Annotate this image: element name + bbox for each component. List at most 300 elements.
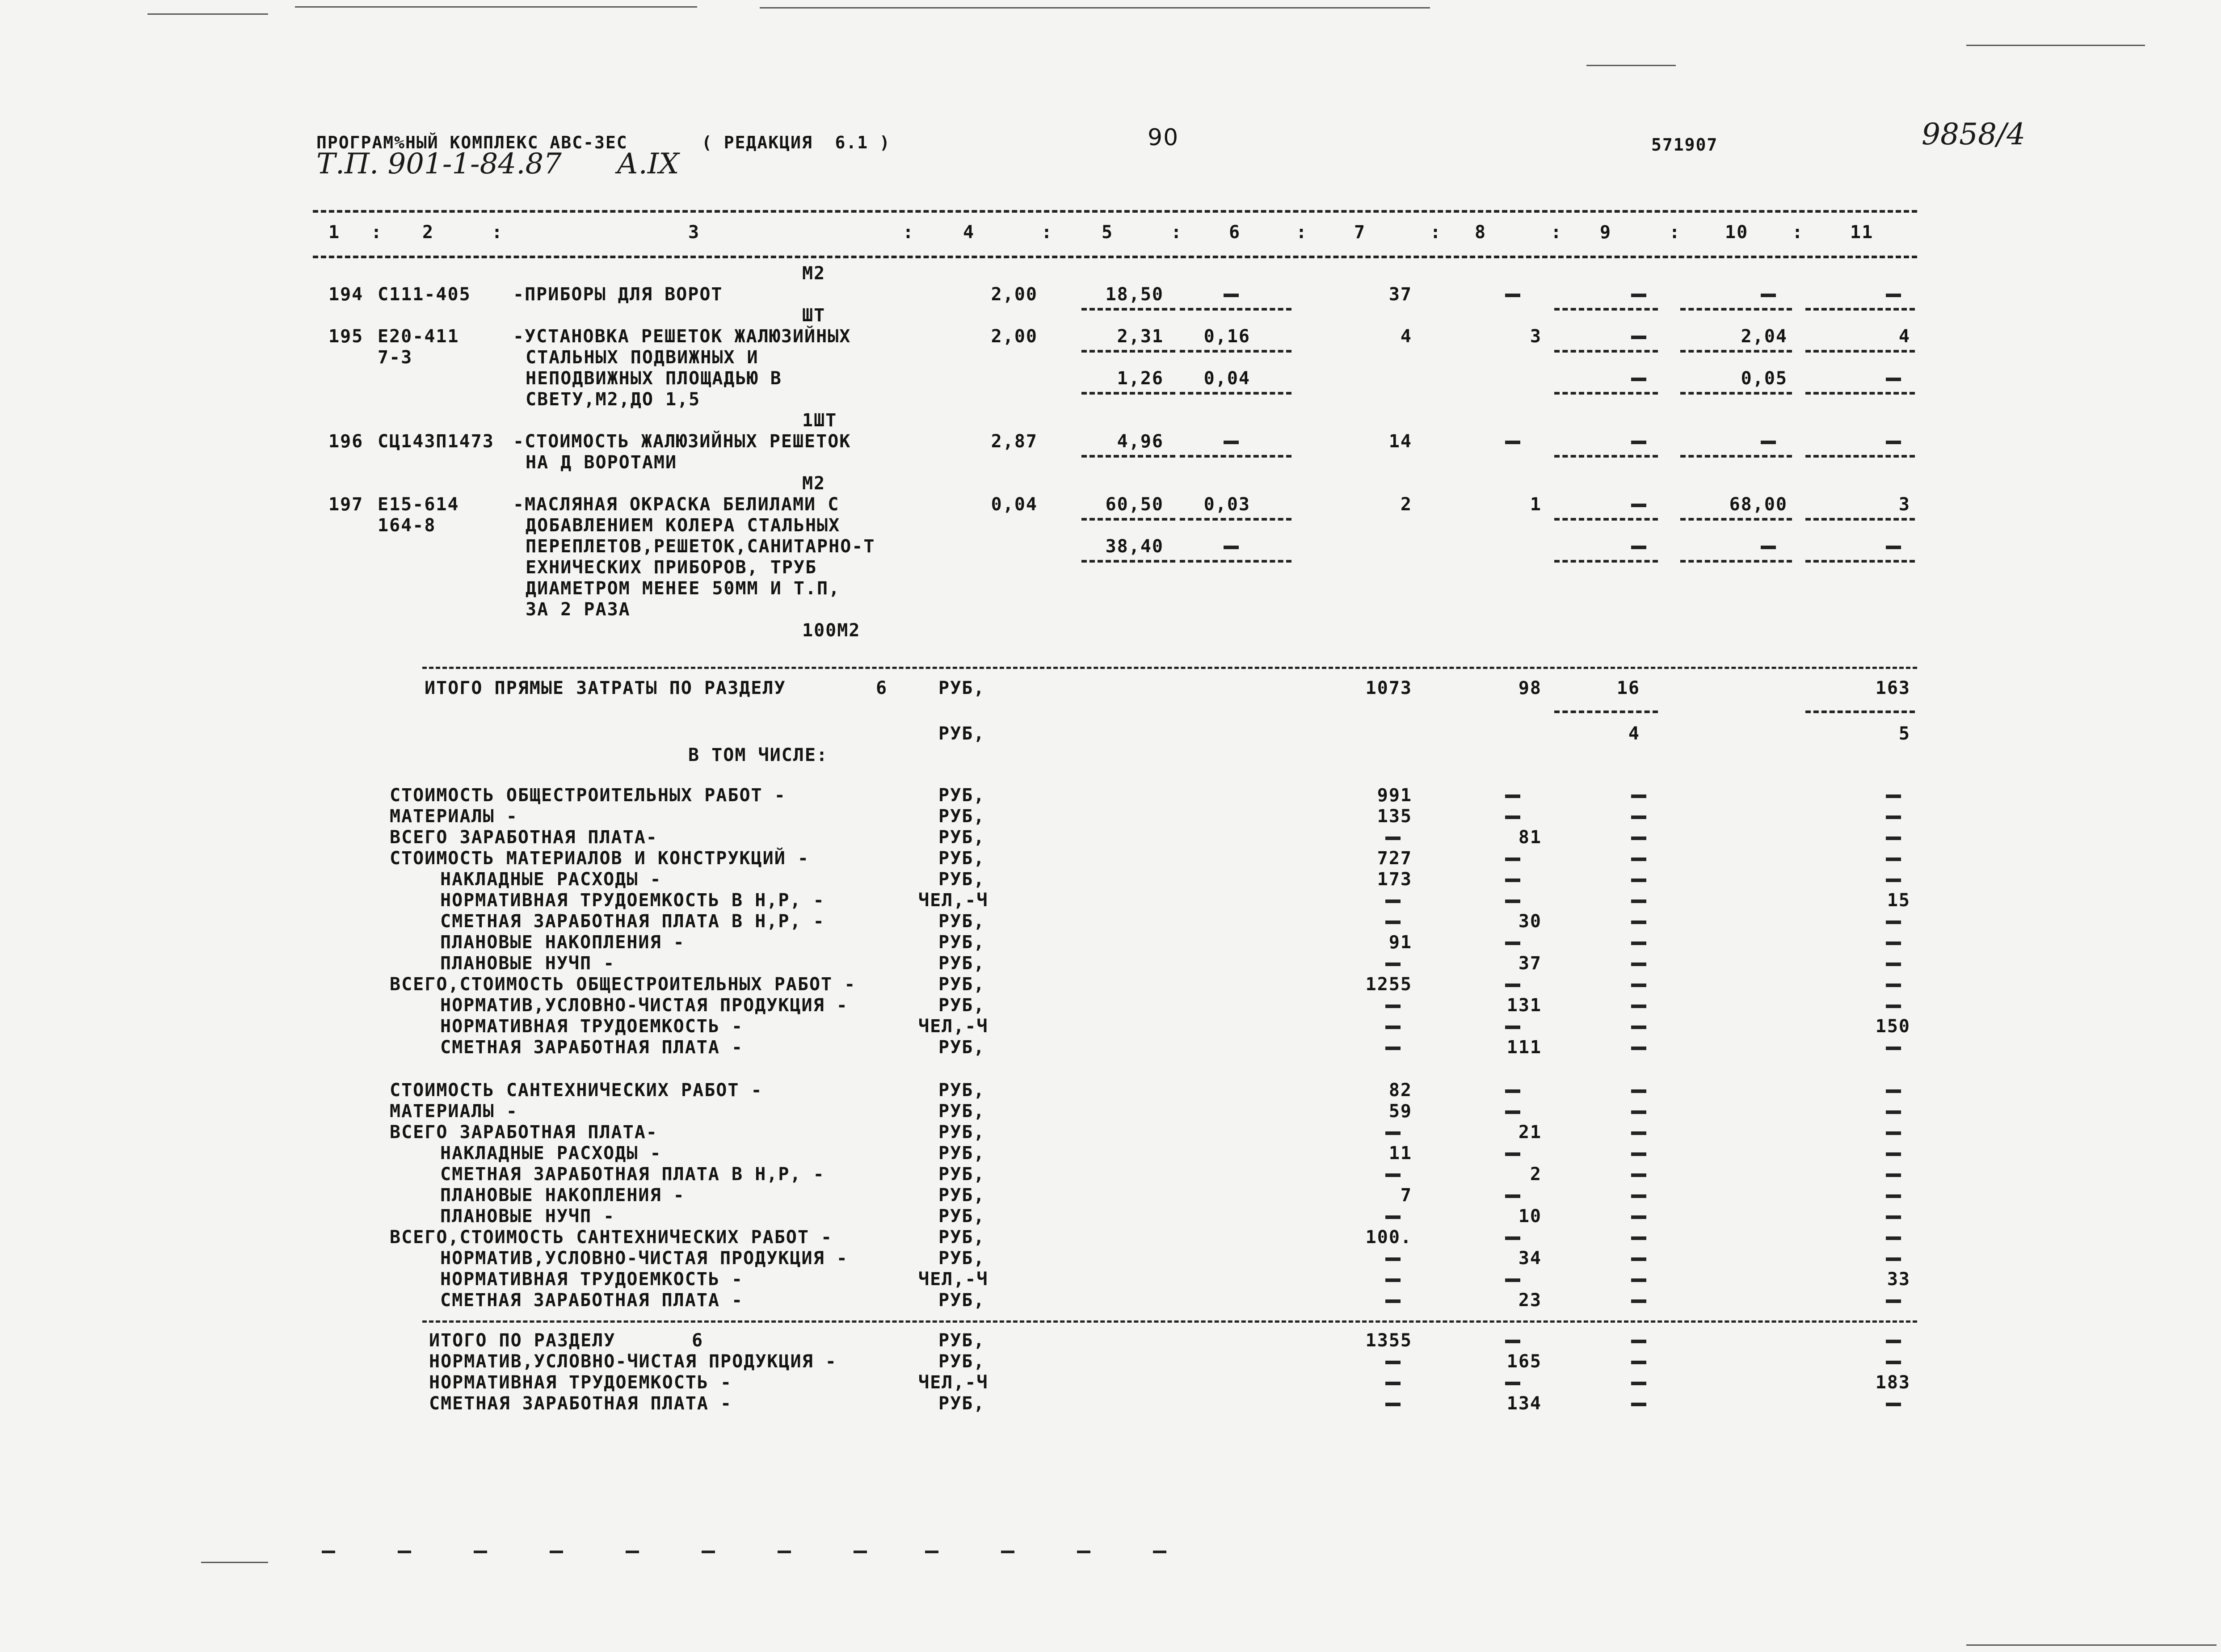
including-label: В ТОМ ЧИСЛЕ: [688,745,828,765]
dash-mark [1886,1403,1901,1406]
dash-mark [1761,441,1776,444]
unit-label: РУБ, [938,1330,985,1351]
total-direct-section: 6 [876,678,888,698]
dash-mark [1886,837,1901,840]
unit-label: РУБ, [938,974,985,995]
column-separator: : [1430,222,1442,243]
unit-label: РУБ, [938,1080,985,1101]
value-underline [1180,308,1291,311]
bottom-dash [1077,1551,1090,1553]
scan-mark [1966,45,2145,46]
unit-label: 1ШТ [802,410,837,431]
unit-label: РУБ, [938,678,985,698]
cell-c8: 98 [1518,678,1542,698]
unit-label: РУБ, [938,1143,985,1164]
dash-mark [1505,1340,1520,1343]
dash-mark [1631,921,1646,924]
cell-c5: 4,96 [1117,431,1164,452]
cell-c5: 60,50 [1105,494,1164,515]
column-separator: : [1296,222,1308,243]
unit-label: ЧЕЛ,-Ч [918,1372,989,1393]
scan-mark [295,6,697,8]
item-description: -ПРИБОРЫ ДЛЯ ВОРОТ [513,284,723,305]
unit-label: РУБ, [938,953,985,974]
unit-label: ЧЕЛ,-Ч [918,1269,989,1290]
cell-c11: 15 [1887,890,1910,911]
unit-label: РУБ, [938,932,985,953]
dash-mark [1886,1361,1901,1364]
dash-mark [1886,1110,1901,1114]
cell-c7: 11 [1388,1143,1412,1164]
cell-c8: 111 [1506,1037,1542,1058]
column-header-10: 10 [1725,222,1749,243]
unit-label: РУБ, [938,1351,985,1372]
summary-label: ПЛАНОВЫЕ НАКОПЛЕНИЯ - [440,1185,685,1206]
column-separator: : [1792,222,1804,243]
cell-c8: 34 [1518,1248,1542,1269]
dash-mark [1505,1110,1520,1114]
cell-c5: 1,26 [1117,368,1164,389]
dash-mark [1505,815,1520,819]
bottom-dash [702,1551,715,1553]
value-underline [1180,350,1291,353]
cell-c7: 135 [1377,806,1412,827]
totals-rule [422,667,1917,669]
summary-label: НОРМАТИВ,УСЛОВНО-ЧИСТАЯ ПРОДУКЦИЯ - [429,1351,837,1372]
value-underline [1680,350,1792,353]
dash-mark [1505,1194,1520,1198]
dash-mark [1631,879,1646,882]
unit-label: РУБ, [938,1037,985,1058]
rate-code: СЦ143П1473 [378,431,494,452]
rate-code: Е20-411 [378,326,459,347]
bottom-dash [925,1551,938,1553]
dash-mark [1631,1340,1646,1343]
dash-mark [1886,1257,1901,1261]
header-bottom-rule [313,256,1917,258]
cell-c4: 2,00 [991,326,1038,347]
cell-c7: 7 [1400,1185,1412,1206]
column-header-2: 2 [422,222,434,243]
scan-mark [760,7,1430,8]
item-description: -СТОИМОСТЬ ЖАЛЮЗИЙНЫХ РЕШЕТОК [513,431,851,452]
total-direct-label: ИТОГО ПРЯМЫЕ ЗАТРАТЫ ПО РАЗДЕЛУ [425,678,786,698]
dash-mark [1385,900,1401,903]
cell-c4: 0,04 [991,494,1038,515]
value-underline [1554,392,1658,395]
summary-label: НОРМАТИВНАЯ ТРУДОЕМКОСТЬ В Н,Р, - [440,890,825,911]
summary-label: ВСЕГО ЗАРАБОТНАЯ ПЛАТА- [390,827,658,848]
column-separator: : [1551,222,1563,243]
summary-label: ПЛАНОВЫЕ НАКОПЛЕНИЯ - [440,932,685,953]
summary-label: НОРМАТИВНАЯ ТРУДОЕМКОСТЬ - [429,1372,732,1393]
value-underline [1805,455,1915,458]
dash-mark [1886,963,1901,966]
cell-c7: 991 [1377,785,1412,806]
dash-mark [1631,837,1646,840]
cell-c11: 4 [1898,326,1910,347]
dash-mark [1631,815,1646,819]
dash-mark [1385,1026,1401,1029]
unit-label: РУБ, [938,1206,985,1227]
summary-label: НОРМАТИВНАЯ ТРУДОЕМКОСТЬ - [440,1016,744,1037]
unit-label: 100М2 [802,620,861,641]
column-separator: : [1171,222,1183,243]
unit-label: РУБ, [938,995,985,1016]
summary-label: НОРМАТИВ,УСЛОВНО-ЧИСТАЯ ПРОДУКЦИЯ - [440,995,848,1016]
dash-mark [1224,546,1239,549]
cell-c8: 30 [1518,911,1542,932]
bottom-dash [626,1551,639,1553]
bottom-dash [474,1551,487,1553]
item-number: 196 [328,431,364,452]
rate-code: С111-405 [378,284,471,305]
unit-label: РУБ, [938,1393,985,1414]
item-description: -УСТАНОВКА РЕШЕТОК ЖАЛЮЗИЙНЫХ [513,326,851,347]
summary-label: СТОИМОСТЬ МАТЕРИАЛОВ И КОНСТРУКЦИЙ - [390,848,809,869]
value-underline [1180,560,1291,563]
cell-c5: 38,40 [1105,536,1164,557]
dash-mark [1505,879,1520,882]
value-underline [1081,518,1175,521]
dash-mark [1631,1278,1646,1282]
value-underline [1554,710,1658,713]
cell-c5: 2,31 [1117,326,1164,347]
value-underline [1805,518,1915,521]
unit-label: РУБ, [938,806,985,827]
dash-mark [1505,1026,1520,1029]
value-underline [1554,308,1658,311]
cell-c8: 1 [1530,494,1542,515]
value-underline [1180,518,1291,521]
summary-label: ИТОГО ПО РАЗДЕЛУ [429,1330,616,1351]
column-header-7: 7 [1354,222,1366,243]
bottom-dash [322,1551,335,1553]
summary-label: ПЛАНОВЫЕ НУЧП - [440,953,615,974]
dash-mark [1505,900,1520,903]
dash-mark [1886,1131,1901,1135]
item-description: ДИАМЕТРОМ МЕНЕЕ 50ММ И Т.П, [526,578,841,599]
cell-c8: 131 [1506,995,1542,1016]
dash-mark [1385,1278,1401,1282]
dash-mark [1886,942,1901,945]
handwritten-sheet-number: 9858/4 [1922,117,2026,151]
unit-label: РУБ, [938,848,985,869]
summary-label: СТОИМОСТЬ САНТЕХНИЧЕСКИХ РАБОТ - [390,1080,763,1101]
cell-c11: 3 [1898,494,1910,515]
value-underline [1081,392,1175,395]
dash-mark [1631,942,1646,945]
unit-label: РУБ, [938,1122,985,1143]
dash-mark [1631,984,1646,987]
cell-c10: 2,04 [1741,326,1788,347]
value-underline [1180,392,1291,395]
cell-c7: 91 [1388,932,1412,953]
item-description: ЕХНИЧЕСКИХ ПРИБОРОВ, ТРУБ [526,557,817,578]
cell-c8: 134 [1506,1393,1542,1414]
cell-c6: 0,03 [1203,494,1250,515]
summary-label: МАТЕРИАЛЫ - [390,806,518,827]
column-separator: : [1669,222,1681,243]
unit-label: РУБ, [938,1164,985,1185]
summary-label: СМЕТНАЯ ЗАРАБОТНАЯ ПЛАТА - [440,1290,744,1311]
dash-mark [1631,1299,1646,1303]
value-underline [1554,518,1658,521]
cell-c11: 5 [1898,723,1910,744]
dash-mark [1631,1194,1646,1198]
rate-code: 7-3 [378,347,413,368]
dash-mark [1886,1215,1901,1219]
cell-c11: 183 [1875,1372,1910,1393]
dash-mark [1886,984,1901,987]
cell-c8: 2 [1530,1164,1542,1185]
column-separator: : [903,222,915,243]
cell-c6: 0,16 [1203,326,1250,347]
dash-mark [1505,984,1520,987]
value-underline [1680,308,1792,311]
handwritten-project-ref: Т.П. 901-1-84.87 [316,147,562,181]
dash-mark [1886,1152,1901,1156]
cell-c10: 68,00 [1729,494,1788,515]
dash-mark [1631,1026,1646,1029]
dash-mark [1505,1152,1520,1156]
dash-mark [1886,1005,1901,1008]
cell-c7: 1255 [1365,974,1412,995]
column-header-6: 6 [1229,222,1241,243]
dash-mark [1886,794,1901,798]
unit-label: РУБ, [938,1290,985,1311]
unit-label: ШТ [802,305,826,326]
unit-label: РУБ, [938,1248,985,1269]
value-underline [1680,455,1792,458]
dash-mark [1761,294,1776,297]
dash-mark [1631,1131,1646,1135]
header-top-rule [313,210,1917,213]
bottom-dash [854,1551,867,1553]
summary-label: ПЛАНОВЫЕ НУЧП - [440,1206,615,1227]
unit-label: РУБ, [938,1227,985,1248]
cell-c11: 33 [1887,1269,1910,1290]
value-underline [1805,350,1915,353]
dash-mark [1505,942,1520,945]
cell-c9: 4 [1628,723,1640,744]
cell-c7: 82 [1388,1080,1412,1101]
cell-c11: 163 [1875,678,1910,698]
item-description: СВЕТУ,М2,ДО 1,5 [526,389,701,410]
dash-mark [1505,1278,1520,1282]
column-header-11: 11 [1850,222,1874,243]
cell-c8: 37 [1518,953,1542,974]
unit-label: РУБ, [938,911,985,932]
dash-mark [1886,1173,1901,1177]
summary-section: 6 [692,1330,704,1351]
unit-label: РУБ, [938,827,985,848]
column-header-3: 3 [688,222,700,243]
column-header-5: 5 [1102,222,1114,243]
dash-mark [1886,1089,1901,1093]
dash-mark [1631,546,1646,549]
scan-mark [147,13,268,15]
value-underline [1554,350,1658,353]
dash-mark [1631,900,1646,903]
summary-label: МАТЕРИАЛЫ - [390,1101,518,1122]
value-underline [1805,392,1915,395]
summary-label: СМЕТНАЯ ЗАРАБОТНАЯ ПЛАТА В Н,Р, - [440,911,825,932]
cell-c6: 0,04 [1203,368,1250,389]
item-number: 197 [328,494,364,515]
summary-label: СМЕТНАЯ ЗАРАБОТНАЯ ПЛАТА - [440,1037,744,1058]
unit-label: РУБ, [938,869,985,890]
summary-label: НОРМАТИВНАЯ ТРУДОЕМКОСТЬ - [440,1269,744,1290]
cell-c8: 165 [1506,1351,1542,1372]
cell-c4: 2,00 [991,284,1038,305]
dash-mark [1631,1089,1646,1093]
program-name: ПРОГРАМ%НЫЙ КОМПЛЕКС АВС-3ЕС [316,133,628,152]
cell-c9: 16 [1616,678,1640,698]
cell-c8: 81 [1518,827,1542,848]
dash-mark [1631,963,1646,966]
dash-mark [1631,1173,1646,1177]
dash-mark [1631,1215,1646,1219]
cell-c11: 150 [1875,1016,1910,1037]
section-total-rule [422,1320,1917,1323]
cell-c8: 21 [1518,1122,1542,1143]
cell-c7: 1355 [1365,1330,1412,1351]
cell-c7: 4 [1400,326,1412,347]
bottom-dash [1001,1551,1014,1553]
dash-mark [1631,1047,1646,1050]
dash-mark [1886,441,1901,444]
column-header-1: 1 [328,222,341,243]
item-description: НЕПОДВИЖНЫХ ПЛОЩАДЬЮ В [526,368,782,389]
dash-mark [1761,546,1776,549]
dash-mark [1505,794,1520,798]
summary-label: НОРМАТИВ,УСЛОВНО-ЧИСТАЯ ПРОДУКЦИЯ - [440,1248,848,1269]
summary-label: СМЕТНАЯ ЗАРАБОТНАЯ ПЛАТА - [429,1393,732,1414]
dash-mark [1886,921,1901,924]
document-code: 571907 [1651,135,1718,155]
rate-code: 164-8 [378,515,436,536]
page-number: 90 [1148,124,1179,151]
dash-mark [1631,1361,1646,1364]
unit-label: РУБ, [938,723,985,744]
item-description: СТАЛЬНЫХ ПОДВИЖНЫХ И [526,347,759,368]
cell-c10: 0,05 [1741,368,1788,389]
unit-label: ЧЕЛ,-Ч [918,1016,989,1037]
value-underline [1180,455,1291,458]
dash-mark [1631,1403,1646,1406]
unit-label: РУБ, [938,1185,985,1206]
item-number: 194 [328,284,364,305]
value-underline [1081,560,1175,563]
dash-mark [1505,1382,1520,1385]
dash-mark [1886,1194,1901,1198]
dash-mark [1505,858,1520,861]
column-header-4: 4 [963,222,975,243]
dash-mark [1505,1089,1520,1093]
item-description: ПЕРЕПЛЕТОВ,РЕШЕТОК,САНИТАРНО-Т [526,536,875,557]
summary-label: СМЕТНАЯ ЗАРАБОТНАЯ ПЛАТА В Н,Р, - [440,1164,825,1185]
value-underline [1805,710,1915,713]
dash-mark [1886,1047,1901,1050]
dash-mark [1886,879,1901,882]
dash-mark [1886,815,1901,819]
cell-c8: 3 [1530,326,1542,347]
cell-c7: 2 [1400,494,1412,515]
item-description: НА Д ВОРОТАМИ [526,452,677,473]
value-underline [1081,350,1175,353]
cell-c7: 173 [1377,869,1412,890]
dash-mark [1886,1236,1901,1240]
item-description: ДОБАВЛЕНИЕМ КОЛЕРА СТАЛЬНЫХ [526,515,841,536]
summary-label: СТОИМОСТЬ ОБЩЕСТРОИТЕЛЬНЫХ РАБОТ - [390,785,786,806]
value-underline [1680,392,1792,395]
bottom-dash [1153,1551,1166,1553]
cell-c8: 23 [1518,1290,1542,1311]
cell-c7: 37 [1388,284,1412,305]
value-underline [1554,560,1658,563]
dash-mark [1631,1110,1646,1114]
summary-label: ВСЕГО,СТОИМОСТЬ ОБЩЕСТРОИТЕЛЬНЫХ РАБОТ - [390,974,856,995]
value-underline [1554,455,1658,458]
summary-label: НАКЛАДНЫЕ РАСХОДЫ - [440,1143,662,1164]
dash-mark [1886,378,1901,381]
bottom-dash [550,1551,563,1553]
dash-mark [1631,1152,1646,1156]
item-description: -МАСЛЯНАЯ ОКРАСКА БЕЛИЛАМИ С [513,494,840,515]
handwritten-album: А.IX [617,147,679,181]
dash-mark [1631,441,1646,444]
summary-label: НАКЛАДНЫЕ РАСХОДЫ - [440,869,662,890]
dash-mark [1631,1005,1646,1008]
value-underline [1081,455,1175,458]
cell-c7: 14 [1388,431,1412,452]
dash-mark [1631,794,1646,798]
value-underline [1081,308,1175,311]
dash-mark [1886,294,1901,297]
cell-c7: 1073 [1365,678,1412,698]
dash-mark [1886,858,1901,861]
column-header-9: 9 [1600,222,1612,243]
unit-label: РУБ, [938,1101,985,1122]
dash-mark [1631,1382,1646,1385]
edition-label: ( РЕДАКЦИЯ 6.1 ) [702,133,891,152]
cell-c5: 18,50 [1105,284,1164,305]
dash-mark [1631,294,1646,297]
summary-label: ВСЕГО ЗАРАБОТНАЯ ПЛАТА- [390,1122,658,1143]
scan-mark [1966,1644,2217,1646]
dash-mark [1886,1340,1901,1343]
value-underline [1805,308,1915,311]
value-underline [1805,560,1915,563]
unit-label: РУБ, [938,785,985,806]
dash-mark [1631,1257,1646,1261]
column-separator: : [492,222,504,243]
cell-c7: 100. [1365,1227,1412,1248]
dash-mark [1385,1382,1401,1385]
column-header-8: 8 [1475,222,1487,243]
unit-label: М2 [802,473,826,494]
scan-mark [1586,65,1676,66]
unit-label: ЧЕЛ,-Ч [918,890,989,911]
cell-c7: 727 [1377,848,1412,869]
summary-label: ВСЕГО,СТОИМОСТЬ САНТЕХНИЧЕСКИХ РАБОТ - [390,1227,833,1248]
column-separator: : [1041,222,1053,243]
column-separator: : [371,222,383,243]
dash-mark [1631,1236,1646,1240]
dash-mark [1505,1236,1520,1240]
dash-mark [1631,858,1646,861]
